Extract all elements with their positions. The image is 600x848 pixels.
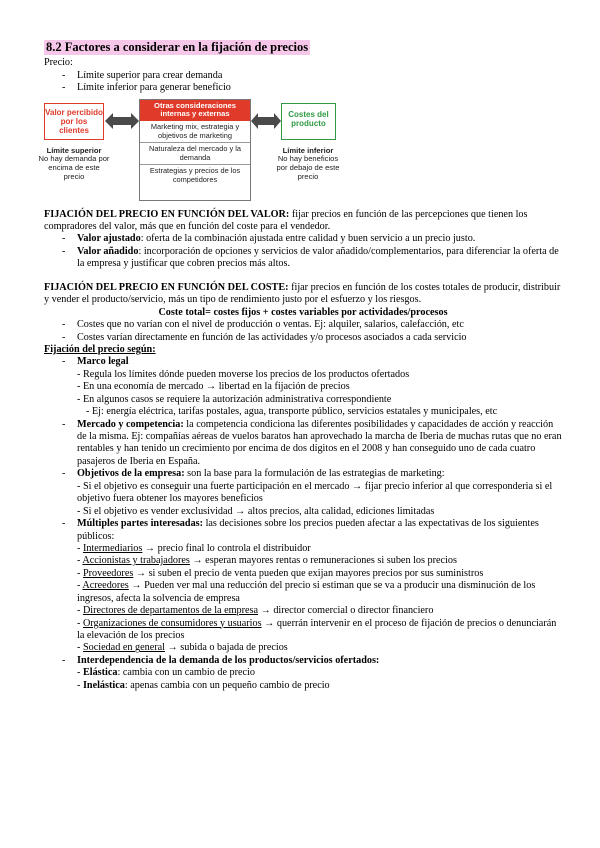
upper-limit-text: No hay demanda por encima de este precio [38,154,110,181]
mercado-title: Mercado y competencia: [77,418,184,430]
marco-line: - En una economía de mercado → libertad en la fijación de precios [77,381,350,393]
list-item [44,419,562,469]
partes-desc: → esperan mayores rentas o remuneraciones si suben los precios [189,555,457,567]
list-text: : oferta de la combinación ajustada entre calidad y buen servicio a un precio justo. [140,233,476,245]
consideration-item: Estrategias y precios de los competidores [149,166,241,184]
marco-line: - Ej: energía eléctrica, tarifas postales, agua, transporte público, servicios estatales y municipales, etc [86,406,498,418]
partes-item: - Sociedad en general → subida o bajada de precios [77,642,288,654]
objetivos-line: - Si el objetivo es conseguir una fuerte participación en el mercado → fijar precio inferior al que corresponderia si el objetivo fuera obtener los mayores beneficios [77,480,553,505]
partes-term: Proveedores [82,567,134,579]
marco-line: - Regula los límites dónde pueden moverse los precios de los productos ofertados [77,368,410,380]
partes-term: Accionistas y trabajadores [82,555,190,567]
pricing-diagram [38,99,562,203]
list-item [44,468,562,518]
interdependencia-term: Inelástica [82,679,125,691]
objetivos-title: Objetivos de la empresa: [77,468,185,480]
list-item: - Límite superior para crear demanda [44,70,562,82]
partes-term: Intermediarios [82,542,143,554]
marco-title: - Marco legal [77,356,129,368]
partes-desc: → Pueden ver mal una reducción del precio si estiman que se va a producir una disminución de los ingresos, afecta la solvencia de empresa [77,580,536,604]
list-term: Valor ajustado [77,233,141,245]
list-item [44,246,562,271]
coste-list [44,319,562,344]
partes-item: - Acreedores → Pueden ver mal una reducción del precio si estiman que se va a producir una disminución de los ingresos, afecta la solvencia de empresa [77,580,536,604]
partes-desc: → querrán intervenir en el proceso de fijación de precios o denunciarán la elevación de los precios [77,617,557,641]
objetivos-text: son la base para la formulación de las estrategias de marketing: [184,468,445,480]
objetivos-line: - Si el objetivo es vender exclusividad → altos precios, alta calidad, ediciones limitadas [77,505,435,517]
partes-title: Múltiples partes interesadas: [77,518,204,530]
lower-limit-text: No hay beneficios por debajo de este precio [276,154,340,181]
interdependencia-desc: : cambia con un cambio de precio [117,667,255,679]
list-term: Valor añadido [77,245,139,257]
marco-line: - En algunos casos se requiere la autorización administrativa correspondiente [77,393,392,405]
precio-label: Precio: [44,57,73,69]
document-page [38,40,562,692]
mercado-text: la competencia condiciona las diferentes posibilidades y capacidades de acción y reacción de la misma. Ej: compañías aéreas de vuelos baratos han aprovechado la marcha de Iberia de muchas rutas que no eran rentables y han tenido un crecimiento por encima de dos dígitos en el 2008 y han conseguido uno de cada cuatro pasajeros de Iberia en España. [77,418,562,467]
product-costs-box: Costes del producto [281,103,336,140]
partes-term: Directores de departamentos de la empresa [82,605,259,617]
partes-text: las decisiones sobre los precios pueden afectar a las expectativas de los siguientes públicos: [77,518,539,542]
partes-term: Sociedad en general [82,642,165,654]
interdependencia-desc: : apenas cambia con un pequeño cambio de precio [124,679,330,691]
list-item [44,233,562,245]
interdependencia-title: - Interdependencia de la demanda de los productos/servicios ofertados: [77,654,380,666]
upper-limit [38,147,110,182]
double-arrow-icon [105,113,139,129]
partes-item: - Directores de departamentos de la empresa → director comercial o director financiero [77,605,434,617]
coste-formula: Coste total= costes fijos + costes variables por actividades/procesos [158,306,448,318]
list-item: - Límite inferior para generar beneficio [44,82,562,94]
upper-limit-title: Límite superior [46,145,102,155]
valor-heading: FIJACIÓN DEL PRECIO EN FUNCIÓN DEL VALOR: [44,208,290,220]
list-item [44,655,562,692]
partes-term: Organizaciones de consumidores y usuarios [82,617,262,629]
valor-paragraph [44,209,562,234]
valor-text: fijar precios en función de las percepciones que tienen los compradores del valor, más que en función del coste para el vendedor. [44,208,528,232]
partes-item: - Proveedores → si suben el precio de venta pueden que exijan mayores precios por sus suministros [77,567,484,579]
interdependencia-item: - Inelástica: apenas cambia con un pequeño cambio de precio [77,679,330,691]
lower-limit-title: Límite inferior [282,145,334,155]
partes-item: - Intermediarios → precio final lo controla el distribuidor [77,542,311,554]
partes-desc: → si suben el precio de venta pueden que exijan mayores precios por sus suministros [133,567,484,579]
partes-desc: → precio final lo controla el distribuidor [142,542,311,554]
coste-paragraph [44,282,562,307]
list-item: - Costes varían directamente en función de las actividades y/o procesos asociados a cada servicio [44,332,562,344]
list-item [44,356,562,418]
interdependencia-term: Elástica [82,667,118,679]
list-item [44,518,562,655]
partes-desc: → subida o bajada de precios [164,642,288,654]
consideration-item: Marketing mix, estrategia y objetivos de marketing [140,121,250,143]
lower-limit [272,147,344,182]
consideration-item: Naturaleza del mercado y la demanda [140,143,250,165]
fijacion-heading: Fijación del precio según: [44,343,156,355]
list-item: - Costes que no varían con el nivel de producción o ventas. Ej: alquiler, salarios, calefacción, etc [44,319,562,331]
partes-term: Acreedores [82,580,129,592]
list-text: : incorporación de opciones y servicios de valor añadido/complementarios, para diferenciar la oferta de la empresa y justificar que cobren precios más altos. [77,245,559,270]
fijacion-list [44,356,562,692]
coste-text: fijar precios en función de los costes totales de producir, distribuir y vender el producto/servicio, más un tipo de rendimiento justo por el esfuerzo y los riesgos. [44,281,561,306]
partes-item: - Organizaciones de consumidores y usuarios → querrán intervenir en el proceso de fijación de precios o denunciarán la elevación de los precios [77,617,557,641]
other-considerations-box [139,99,251,201]
partes-desc: → director comercial o director financiero [258,605,434,617]
precio-list [44,70,562,95]
perceived-value-box: Valor percibido por los clientes [44,103,104,140]
coste-heading: FIJACIÓN DEL PRECIO EN FUNCIÓN DEL COSTE: [44,281,289,293]
partes-item: - Accionistas y trabajadores → esperan mayores rentas o remuneraciones si suben los precios [77,555,457,567]
other-considerations-header: Otras consideraciones internas y externas [140,100,250,121]
valor-list [44,233,562,270]
section-title: 8.2 Factores a considerar en la fijación de precios [46,40,309,54]
interdependencia-item: - Elástica: cambia con un cambio de precio [77,667,255,679]
double-arrow-icon [251,113,281,129]
